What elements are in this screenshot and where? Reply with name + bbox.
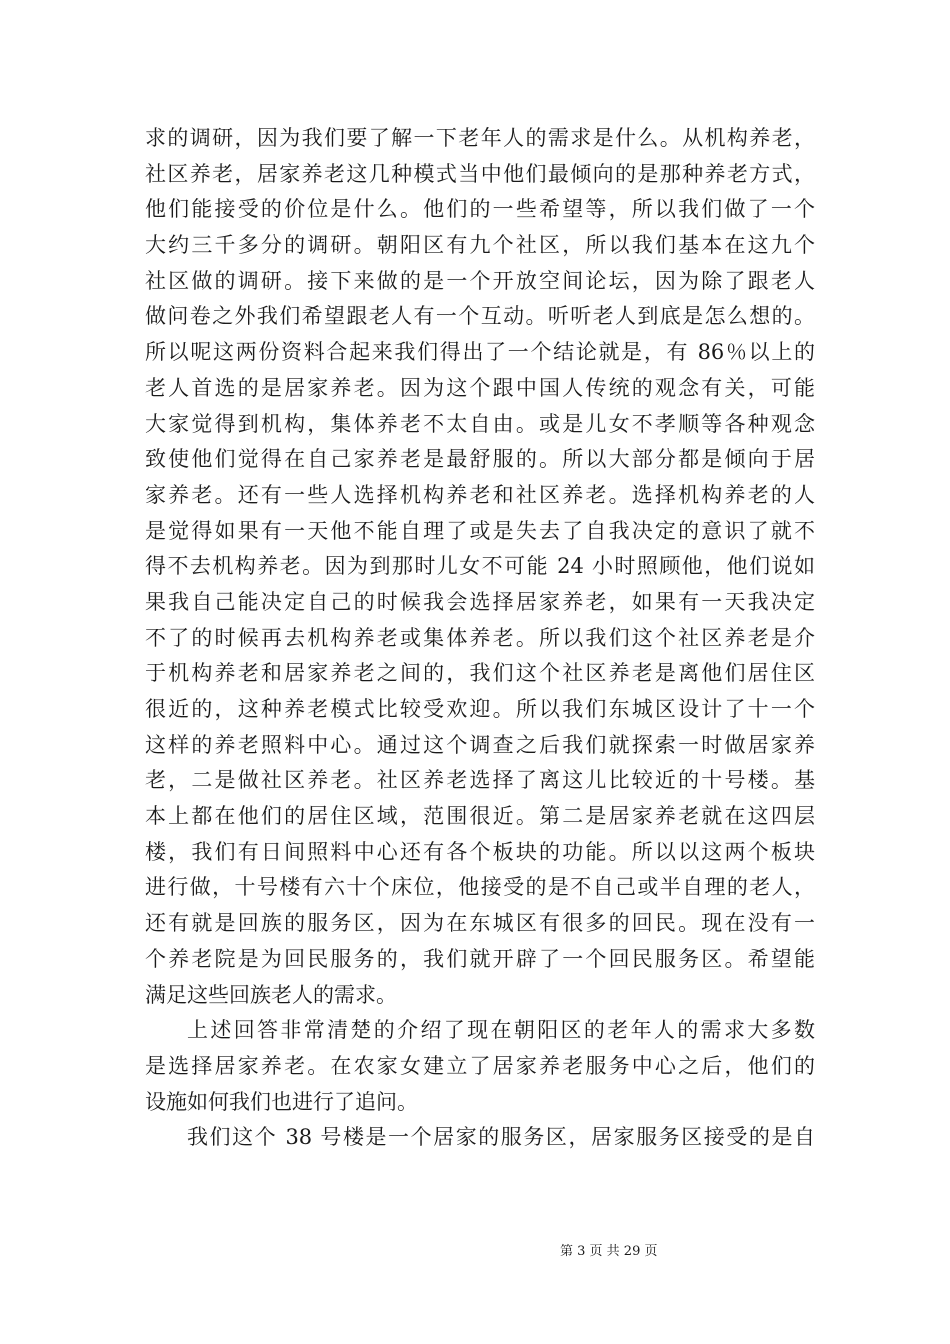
text-line: 进行做，十号楼有六十个床位，他接受的是不自己或半自理的老人，	[145, 875, 815, 900]
text-line: 很近的，这种养老模式比较受欢迎。所以我们东城区设计了十一个	[145, 697, 815, 721]
text-line: 个养老院是为回民服务的，我们就开辟了一个回民服务区。希望能	[145, 946, 815, 971]
text-line: 满足这些回族老人的需求。	[145, 982, 397, 1007]
text-line: 这样的养老照料中心。通过这个调查之后我们就探索一时做居家养	[145, 732, 815, 757]
text-line: 做问卷之外我们希望跟老人有一个互动。听听老人到底是怎么想的。	[145, 304, 815, 329]
text-line: 还有就是回族的服务区，因为在东城区有很多的回民。现在没有一	[145, 911, 815, 936]
body-text	[145, 121, 815, 1156]
page-number-footer: 第 3 页 共 29 页	[560, 1244, 658, 1259]
text-line: 老人首选的是居家养老。因为这个跟中国人传统的观念有关，可能	[145, 375, 815, 400]
text-line: 不了的时候再去机构养老或集体养老。所以我们这个社区养老是介	[145, 625, 815, 650]
text-line: 是选择居家养老。在农家女建立了居家养老服务中心之后，他们的	[145, 1053, 815, 1078]
text-line: 得不去机构养老。因为到那时儿女不可能 24 小时照顾他，他们说如	[145, 554, 815, 579]
text-line: 他们能接受的价位是什么。他们的一些希望等，所以我们做了一个	[145, 197, 815, 222]
text-line: 是觉得如果有一天他不能自理了或是失去了自我决定的意识了就不	[145, 518, 815, 543]
text-line: 本上都在他们的居住区域，范围很近。第二是居家养老就在这四层	[145, 804, 815, 829]
text-line: 我们这个 38 号楼是一个居家的服务区，居家服务区接受的是自	[187, 1125, 815, 1150]
text-line: 上述回答非常清楚的介绍了现在朝阳区的老年人的需求大多数	[187, 1018, 815, 1043]
text-line: 社区养老，居家养老这几种模式当中他们最倾向的是那种养老方式，	[145, 161, 815, 186]
text-line: 社区做的调研。接下来做的是一个开放空间论坛，因为除了跟老人	[145, 268, 815, 293]
text-line: 家养老。还有一些人选择机构养老和社区养老。选择机构养老的人	[145, 482, 815, 507]
text-line: 老，二是做社区养老。社区养老选择了离这儿比较近的十号楼。基	[145, 768, 815, 793]
text-line: 于机构养老和居家养老之间的，我们这个社区养老是离他们居住区	[145, 661, 815, 686]
text-line: 大约三千多分的调研。朝阳区有九个社区，所以我们基本在这九个	[145, 233, 815, 258]
text-line: 楼，我们有日间照料中心还有各个板块的功能。所以以这两个板块	[145, 839, 815, 864]
text-line: 设施如何我们也进行了追问。	[145, 1089, 418, 1114]
text-line: 致使他们觉得在自己家养老是最舒服的。所以大部分都是倾向于居	[145, 447, 815, 472]
text-line: 大家觉得到机构，集体养老不太自由。或是儿女不孝顺等各种观念	[145, 411, 815, 436]
text-line: 果我自己能决定自己的时候我会选择居家养老，如果有一天我决定	[145, 589, 815, 614]
text-line: 所以呢这两份资料合起来我们得出了一个结论就是，有 86％以上的	[145, 340, 815, 365]
text-line: 求的调研，因为我们要了解一下老年人的需求是什么。从机构养老，	[145, 126, 815, 150]
